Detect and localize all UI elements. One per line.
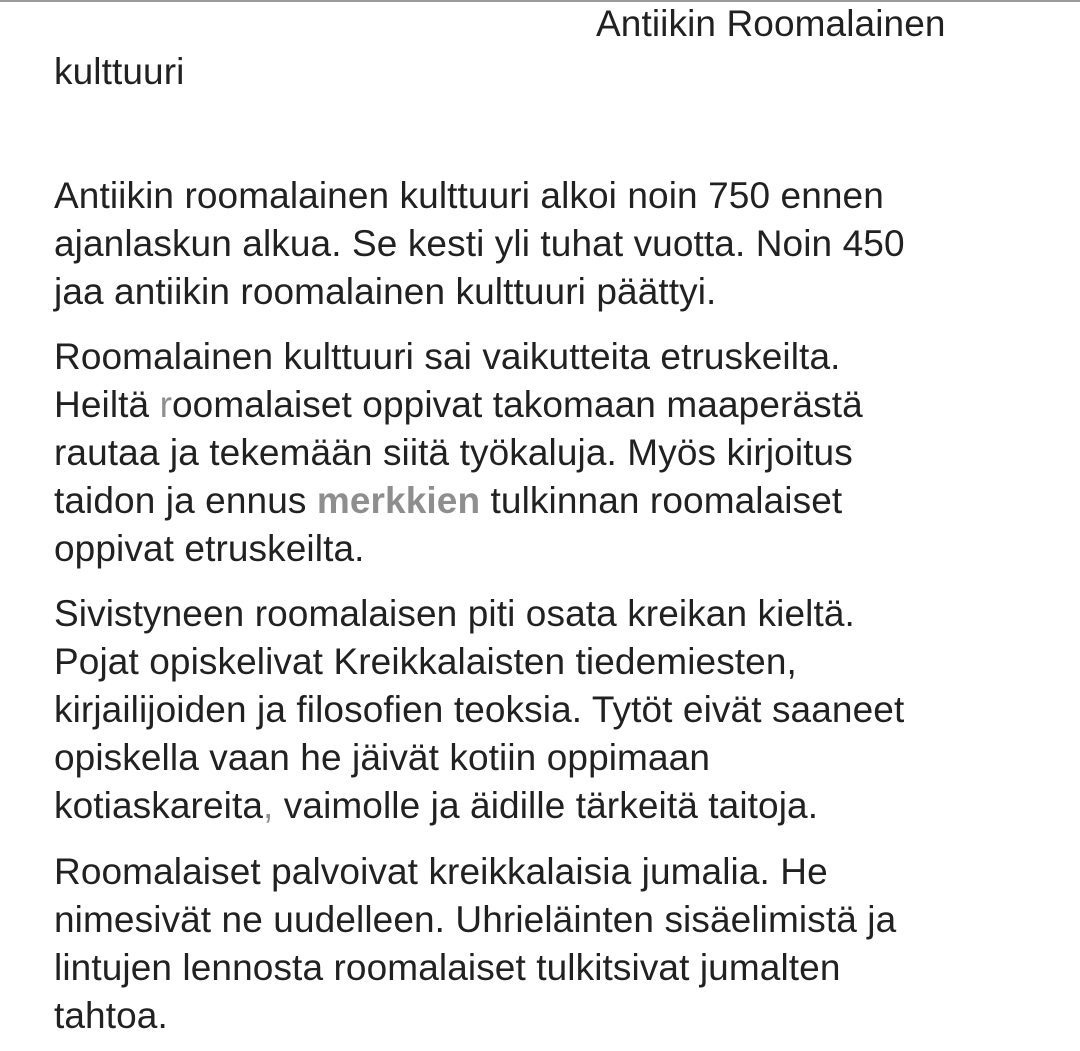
paragraph-line: Pojat opiskelivat Kreikkalaisten tiedemiesten, xyxy=(54,641,797,682)
paragraph-line xyxy=(54,381,1014,429)
paragraph-line xyxy=(54,477,1014,525)
text-run: kotiaskareita xyxy=(54,785,264,826)
paragraph-line: rautaa ja tekemään siitä työkaluja. Myös kirjoitus xyxy=(54,432,853,473)
paragraph-2 xyxy=(54,333,1014,573)
paragraph-3 xyxy=(54,590,1014,830)
document-title-line-1: Antiikin Roomalainen xyxy=(596,3,946,44)
highlighted-comma: , xyxy=(263,785,274,826)
paragraph-line xyxy=(54,782,1014,830)
paragraph-1 xyxy=(54,172,1014,316)
paragraph-line: jaa antiikin roomalainen kulttuuri päättyi. xyxy=(54,271,717,312)
document-title-line-2: kulttuuri xyxy=(54,51,185,92)
paragraph-4 xyxy=(54,848,1014,1040)
text-run: oomalaiset oppivat takomaan maaperästä xyxy=(172,384,863,425)
highlighted-letter: r xyxy=(159,384,172,425)
paragraph-line: nimesivät ne uudelleen. Uhrieläinten sisäelimistä ja xyxy=(54,899,897,940)
paragraph-line: kirjailijoiden ja filosofien teoksia. Tytöt eivät saaneet xyxy=(54,689,905,730)
paragraph-line: Roomalainen kulttuuri sai vaikutteita etruskeilta. xyxy=(54,336,841,377)
highlighted-word: merkkien xyxy=(316,480,481,521)
paragraph-line: Roomalaiset palvoivat kreikkalaisia jumalia. He xyxy=(54,851,828,892)
paragraph-line: lintujen lennosta roomalaiset tulkitsivat jumalten xyxy=(54,947,841,988)
text-run: Heiltä xyxy=(54,384,160,425)
paragraph-line: tahtoa. xyxy=(54,995,168,1036)
paragraph-line: ajanlaskun alkua. Se kesti yli tuhat vuotta. Noin 450 xyxy=(54,223,905,264)
text-run: vaimolle ja äidille tärkeitä taitoja. xyxy=(273,785,819,826)
text-run: taidon ja ennus xyxy=(54,480,317,521)
paragraph-line: Sivistyneen roomalaisen piti osata kreikan kieltä. xyxy=(54,593,855,634)
paragraph-line: Antiikin roomalainen kulttuuri alkoi noin 750 ennen xyxy=(54,175,884,216)
paragraph-line: opiskella vaan he jäivät kotiin oppimaan xyxy=(54,737,711,778)
paragraph-line: oppivat etruskeilta. xyxy=(54,528,365,569)
text-run: tulkinnan roomalaiset xyxy=(480,480,843,521)
